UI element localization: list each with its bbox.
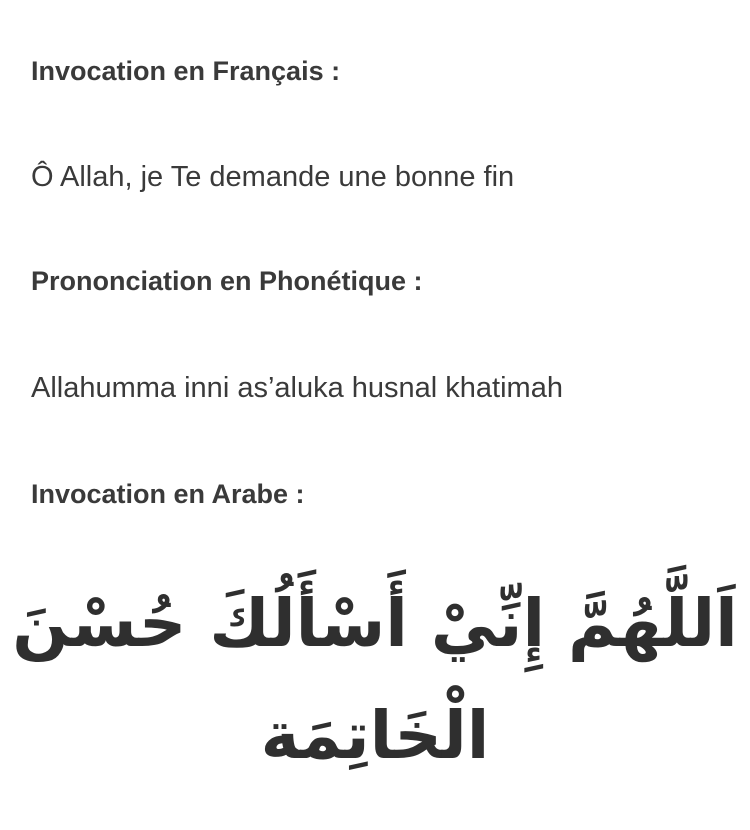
french-invocation-heading: Invocation en Français : bbox=[31, 56, 341, 86]
phonetic-pronunciation-text: Allahumma inni as’aluka husnal khatimah bbox=[31, 372, 563, 404]
arabic-text-line-1: اَللَّهُمَّ إِنِّيْ أَسْأَلُكَ حُسْنَ bbox=[12, 585, 738, 662]
arabic-invocation-heading: Invocation en Arabe : bbox=[31, 479, 305, 509]
phonetic-pronunciation-heading: Prononciation en Phonétique : bbox=[31, 266, 423, 296]
arabic-text-line-2: الْخَاتِمَة bbox=[260, 697, 490, 774]
arabic-invocation-text bbox=[0, 568, 750, 792]
french-invocation-text: Ô Allah, je Te demande une bonne fin bbox=[31, 161, 515, 193]
